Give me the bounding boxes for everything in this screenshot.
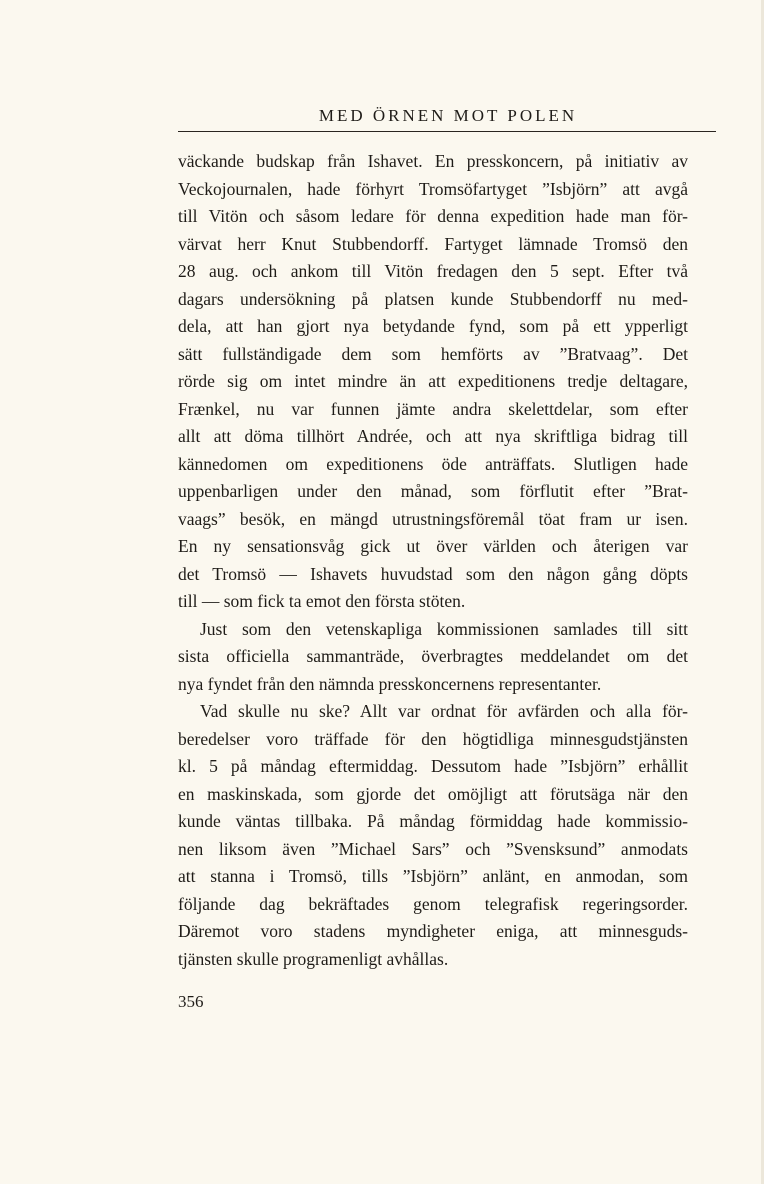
text-line: Vad skulle nu ske? Allt var ordnat för avfärden och alla för- [200,701,688,721]
text-line: nya fyndet från den nämnda presskoncernens representanter. [178,673,602,694]
text-line: att stanna i Tromsö, tills ”Isbjörn” anlänt, en anmodan, som [178,866,688,886]
text-line: värvat herr Knut Stubbendorff. Fartyget lämnade Tromsö den [178,233,688,254]
text-line: en maskinskada, som gjorde det omöjligt att förutsäga när den [178,783,688,804]
text-line: Däremot voro stadens myndigheter eniga, att minnesguds- [178,921,688,941]
running-header: MED ÖRNEN MOT POLEN [318,106,578,125]
header-rule [178,131,716,132]
text-line: sätt fullständigade dem som hemförts av ”Bratvaag”. Det [178,343,688,364]
text-line: väckande budskap från Ishavet. En presskoncern, på initiativ av [178,151,688,171]
text-line: tjänsten skulle programenligt avhållas. [178,948,449,969]
text-line: uppenbarligen under den månad, som förflutit efter ”Brat- [178,481,688,501]
text-line: kl. 5 på måndag eftermiddag. Dessutom hade ”Isbjörn” erhållit [178,756,688,776]
text-line: vaags” besök, en mängd utrustningsföremål töat fram ur isen. [178,508,688,529]
text-line: kunde väntas tillbaka. På måndag förmiddag hade kommissio- [178,811,688,831]
text-line: Frænkel, nu var funnen jämte andra skelettdelar, som efter [178,398,688,419]
text-line: 28 aug. och ankom till Vitön fredagen den 5 sept. Efter två [178,261,688,281]
text-line: följande dag bekräftades genom telegrafisk regeringsorder. [178,893,688,914]
text-line: beredelser voro träffade för den högtidliga minnesgudstjänsten [178,728,688,749]
text-line: Just som den vetenskapliga kommissionen samlades till sitt [200,618,688,639]
text-line: dagars undersökning på platsen kunde Stubbendorff nu med- [178,288,688,309]
text-line: kännedomen om expeditionens öde anträffats. Slutligen hade [178,453,688,474]
text-line: allt att döma tillhört Andrée, och att nya skriftliga bidrag till [178,426,688,446]
text-line: sista officiella sammanträde, överbragtes meddelandet om det [178,646,688,666]
page-number: 356 [178,992,204,1011]
text-line: till Vitön och såsom ledare för denna expedition hade man för- [178,206,688,226]
text-line: till — som fick ta emot den första stöten. [178,591,466,611]
body-text [178,148,688,973]
text-line: Veckojournalen, hade förhyrt Tromsöfartyget ”Isbjörn” att avgå [178,178,688,199]
text-line: det Tromsö — Ishavets huvudstad som den någon gång döpts [178,563,688,584]
text-line: nen liksom även ”Michael Sars” och ”Svensksund” anmodats [178,838,688,859]
text-line: dela, att han gjort nya betydande fynd, som på ett ypperligt [178,316,688,336]
text-line: rörde sig om intet mindre än att expeditionens tredje deltagare, [178,371,688,391]
text-line: En ny sensationsvåg gick ut över världen och återigen var [178,536,688,556]
